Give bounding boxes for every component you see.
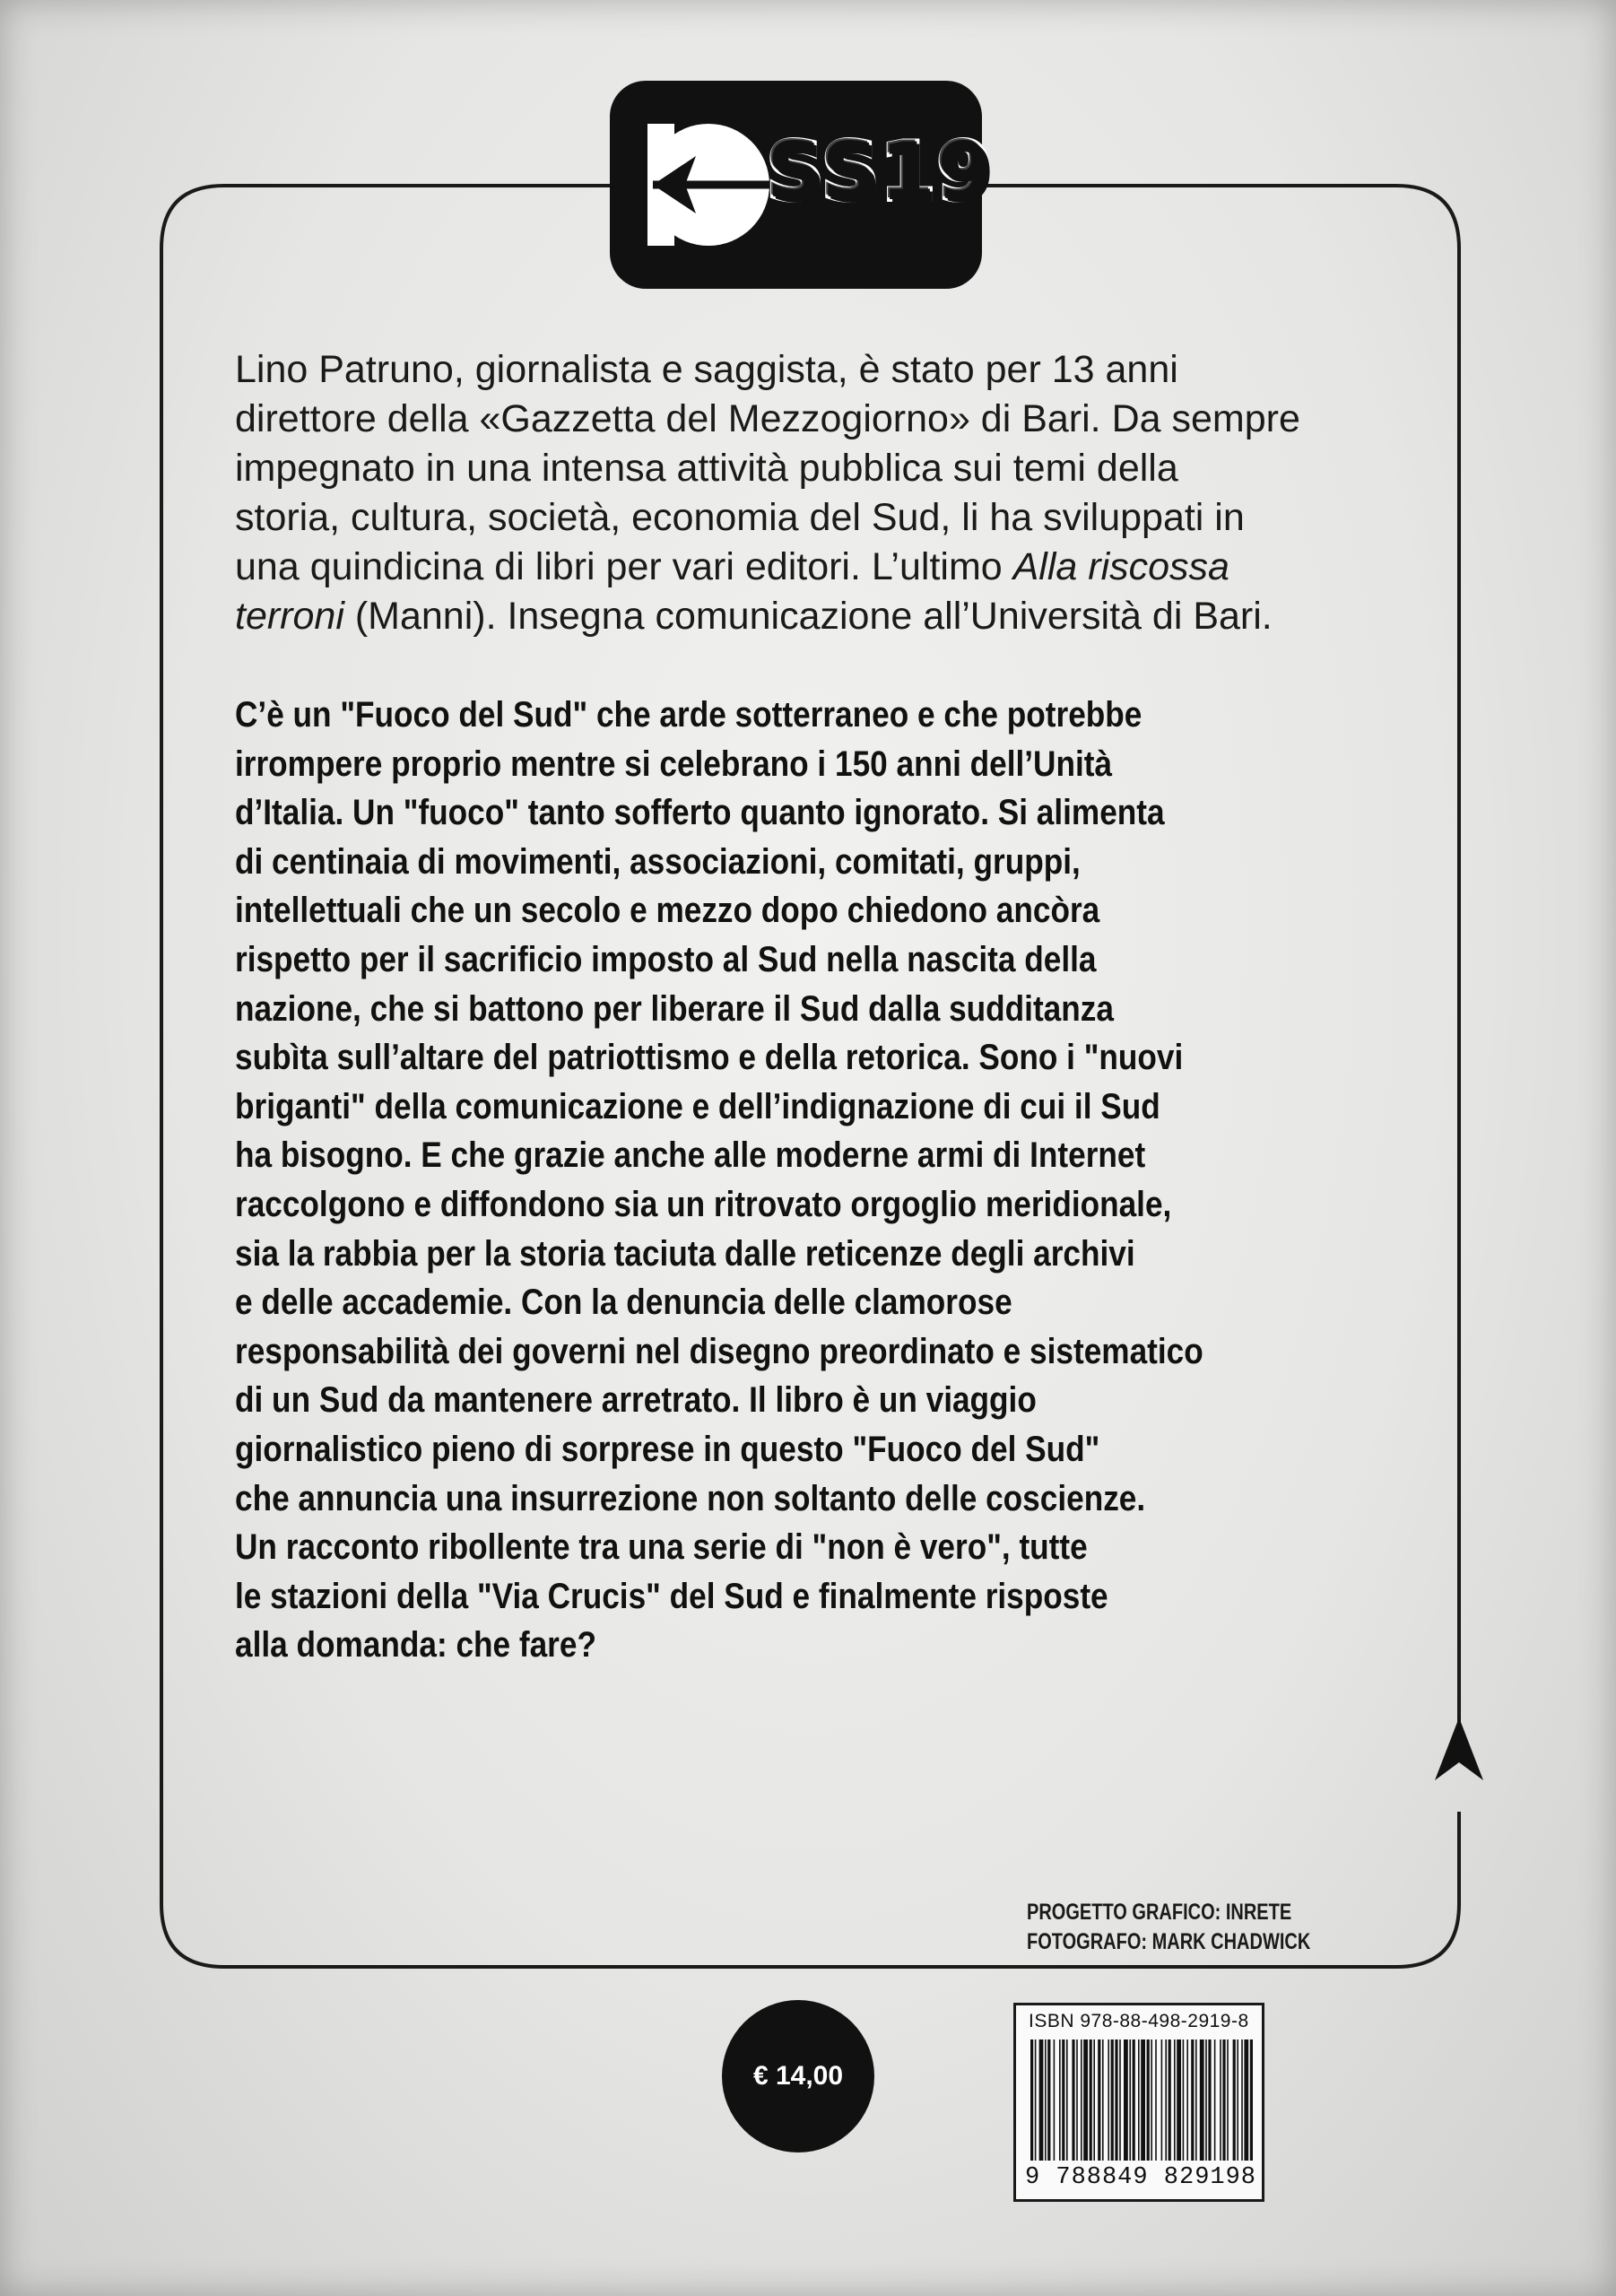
blurb-line: briganti" della comunicazione e dell’indignazione di cui il Sud (235, 1086, 1160, 1126)
barcode-bar (1244, 2039, 1248, 2161)
barcode-bar (1098, 2039, 1100, 2161)
barcode-bar (1151, 2039, 1152, 2161)
barcode-bar (1054, 2039, 1056, 2161)
barcode-bar (1030, 2039, 1033, 2161)
barcode-bar (1059, 2039, 1061, 2161)
photo-credit: FOTOGRAFO: MARK CHADWICK (1027, 1929, 1311, 1954)
barcode-bar (1133, 2039, 1135, 2161)
barcode-bar (1205, 2039, 1207, 2161)
blurb-line: ha bisogno. E che grazie anche alle moderne armi di Internet (235, 1135, 1146, 1176)
barcode-bar (1083, 2039, 1088, 2161)
barcode-bar (1220, 2039, 1221, 2161)
barcode-bar (1250, 2039, 1253, 2161)
barcode-bar (1081, 2039, 1082, 2161)
bio-line: storia, cultura, società, economia del Sud, li ha sviluppati in (235, 496, 1245, 539)
barcode-bar (1169, 2039, 1171, 2161)
isbn-label: ISBN 978-88-498-2919-8 (1029, 2011, 1249, 2031)
logo-text: SS19 (767, 126, 995, 218)
blurb-line: di un Sud da mantenere arretrato. Il libro è un viaggio (235, 1380, 1037, 1421)
bio-text: una quindicina di libri per vari editori. L’ultimo (235, 545, 1013, 588)
barcode-bar (1186, 2039, 1188, 2161)
blurb-line: subìta sull’altare del patriottismo e della retorica. Sono i "nuovi (235, 1038, 1184, 1078)
barcode-bar (1155, 2039, 1157, 2161)
blurb-line: che annuncia una insurrezione non soltanto delle coscienze. (235, 1478, 1146, 1518)
barcode-digits: 9 788849 829198 (1024, 2164, 1257, 2191)
blurb-line: alla domanda: che fare? (235, 1625, 596, 1665)
blurb-line: nazione, che si battono per liberare il Sud dalla sudditanza (235, 988, 1114, 1029)
barcode-bar (1045, 2039, 1047, 2161)
barcode-bar (1200, 2039, 1204, 2161)
barcode-bar (1093, 2039, 1095, 2161)
book-blurb (235, 691, 1292, 1670)
barcode-bar (1090, 2039, 1092, 2161)
barcode-icon (1029, 2039, 1253, 2161)
barcode-bar (1072, 2039, 1074, 2161)
blurb-line: Un racconto ribollente tra una serie di "non è vero", tutte (235, 1527, 1088, 1568)
barcode-bar (1227, 2039, 1229, 2161)
barcode-bar (1147, 2039, 1150, 2161)
arrow-up-icon (1435, 1718, 1483, 1780)
barcode-bar (1119, 2039, 1121, 2161)
blurb-line: giornalistico pieno di sorprese in questo "Fuoco del Sud" (235, 1429, 1100, 1469)
barcode-bar (1195, 2039, 1197, 2161)
barcode-bar (1241, 2039, 1243, 2161)
bio-line (235, 592, 1401, 641)
arrow-left-icon (610, 81, 780, 289)
author-bio (235, 345, 1401, 641)
barcode-bar (1066, 2039, 1068, 2161)
blurb-line: e delle accademie. Con la denuncia delle clamorose (235, 1283, 1012, 1323)
barcode-bar (1111, 2039, 1114, 2161)
barcode-bar (1141, 2039, 1145, 2161)
credits (1027, 1898, 1310, 1957)
book-title-italic: Alla riscossa (1012, 545, 1229, 588)
blurb-line: rispetto per il sacrificio imposto al Sud nella nascita della (235, 939, 1097, 979)
blurb-line: le stazioni della "Via Crucis" del Sud e finalmente risposte (235, 1576, 1108, 1616)
barcode-bar (1222, 2039, 1225, 2161)
barcode-bar (1124, 2039, 1128, 2161)
blurb-line: intellettuali che un secolo e mezzo dopo chiedono ancòra (235, 891, 1100, 931)
barcode-bar (1115, 2039, 1117, 2161)
barcode-bar (1165, 2039, 1167, 2161)
blurb-line: sia la rabbia per la storia taciuta dalle reticenze degli archivi (235, 1233, 1135, 1274)
design-credit: PROGETTO GRAFICO: INRETE (1027, 1900, 1292, 1925)
barcode-bar (1062, 2039, 1064, 2161)
barcode-bar (1191, 2039, 1194, 2161)
barcode-bar (1047, 2039, 1050, 2161)
blurb-line: d’Italia. Un "fuoco" tanto sofferto quanto ignorato. Si alimenta (235, 793, 1165, 833)
barcode-bar (1138, 2039, 1140, 2161)
blurb-line: responsabilità dei governi nel disegno preordinato e sistematico (235, 1331, 1203, 1371)
book-title-italic: terroni (235, 595, 344, 638)
bio-line: direttore della «Gazzetta del Mezzogiorno» di Bari. Da sempre (235, 397, 1300, 440)
bio-line: impegnato in una intensa attività pubblica sui temi della (235, 447, 1178, 490)
barcode-bar (1102, 2039, 1104, 2161)
barcode-bar (1214, 2039, 1216, 2161)
barcode-bar (1039, 2039, 1044, 2161)
blurb-line: di centinaia di movimenti, associazioni, comitati, gruppi, (235, 841, 1081, 882)
barcode-bar (1161, 2039, 1163, 2161)
price-badge: € 14,00 (722, 2000, 874, 2152)
barcode-box (1013, 2003, 1264, 2202)
blurb-line: irrompere proprio mentre si celebrano i 150 anni dell’Unità (235, 744, 1113, 784)
barcode-bar (1129, 2039, 1131, 2161)
barcode-bar (1108, 2039, 1109, 2161)
blurb-line: raccolgono e diffondono sia un ritrovato orgoglio meridionale, (235, 1184, 1172, 1224)
barcode-bar (1076, 2039, 1078, 2161)
barcode-bar (1035, 2039, 1037, 2161)
barcode-bar (1183, 2039, 1185, 2161)
bio-text: (Manni). Insegna comunicazione all’Università di Bari. (343, 595, 1273, 638)
barcode-bar (1233, 2039, 1236, 2161)
barcode-bar (1237, 2039, 1238, 2161)
bio-line (235, 543, 1401, 592)
blurb-line: C’è un "Fuoco del Sud" che arde sotterraneo e che potrebbe (235, 695, 1142, 735)
barcode-bar (1174, 2039, 1176, 2161)
barcode-bar (1208, 2039, 1211, 2161)
barcode-bar (1177, 2039, 1181, 2161)
bio-line: Lino Patruno, giornalista e saggista, è stato per 13 anni (235, 348, 1178, 391)
